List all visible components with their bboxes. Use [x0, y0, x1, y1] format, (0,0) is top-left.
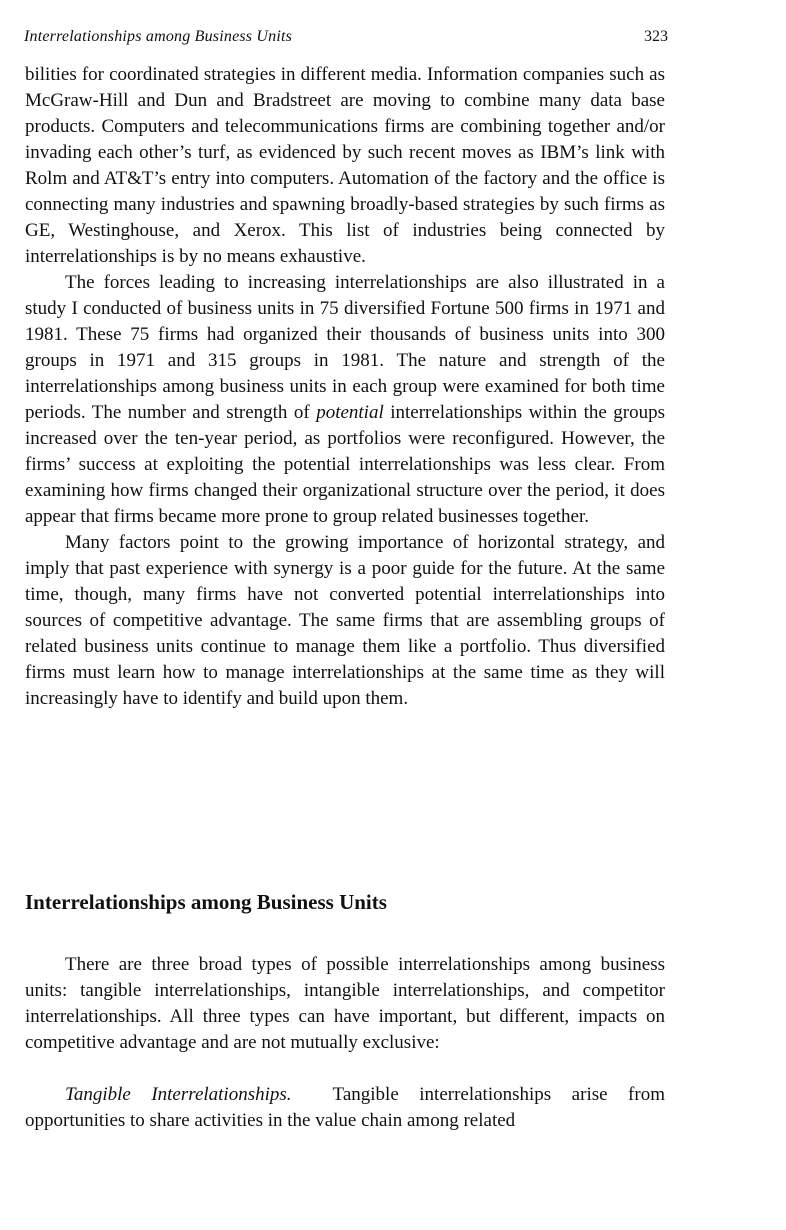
section-body	[25, 952, 665, 1134]
paragraph-study-part-2: interrelationships within the groups increased over the ten-year period, as portfolios were reconfigured. However, the firms’ success at exploiting the potential interrelationships was less clear. From examining how firms changed their organizational structure over the period, it does appear that firms became more prone to group related businesses together.	[25, 402, 666, 527]
paragraph-horizontal-strategy: Many factors point to the growing importance of horizontal strategy, and imply that past experience with synergy is a poor guide for the future. At the same time, though, many firms have not converted potential interrelationships into sources of competitive advantage. The same firms that are assembling groups of related business units continue to manage them like a portfolio. Thus diversified firms must learn how to manage interrelationships at the same time as they will increasingly have to identify and build upon them.	[25, 532, 665, 709]
running-head	[24, 28, 668, 52]
paragraph-study	[25, 270, 665, 530]
body-text	[25, 62, 665, 712]
run-in-heading-tangible: Tangible Interrelationships.	[65, 1084, 292, 1105]
section-heading: Interrelationships among Business Units	[25, 890, 387, 914]
paragraph-tangible	[25, 1082, 665, 1134]
paragraph-tangible-text: Tangible interrelationships arise from opportunities to share activities in the value chain among related	[25, 1084, 665, 1131]
paragraph-gap	[25, 1056, 665, 1082]
running-title: Interrelationships among Business Units	[24, 28, 293, 45]
paragraph-three-types: There are three broad types of possible interrelationships among business units: tangible interrelationships, intangible interrelationships, and competitor interrelationships. All three types can have important, but different, impacts on competitive advantage and are not mutually exclusive:	[25, 954, 665, 1053]
paragraph-continued: bilities for coordinated strategies in different media. Information companies such as McGraw-Hill and Dun and Bradstreet are moving to combine many data base products. Computers and telecommunications firms are combining together and/or invading each other’s turf, as evidenced by such recent moves as IBM’s link with Rolm and AT&T’s entry into computers. Automation of the factory and the office is connecting many industries and spawning broadly-based strategies by such firms as GE, Westinghouse, and Xerox. This list of industries being connected by interrelationships is by no means exhaustive.	[25, 64, 665, 267]
paragraph-study-part-1: The forces leading to increasing interrelationships are also illustrated in a study I conducted of business units in 75 diversified Fortune 500 firms in 1971 and 1981. These 75 firms had organized their thousands of business units into 300 groups in 1971 and 315 groups in 1981. The nature and strength of the interrelationships among business units in each group were examined for both time periods. The number and strength of	[25, 272, 665, 423]
page-number: 323	[644, 28, 668, 45]
emphasis-potential: potential	[316, 402, 384, 423]
